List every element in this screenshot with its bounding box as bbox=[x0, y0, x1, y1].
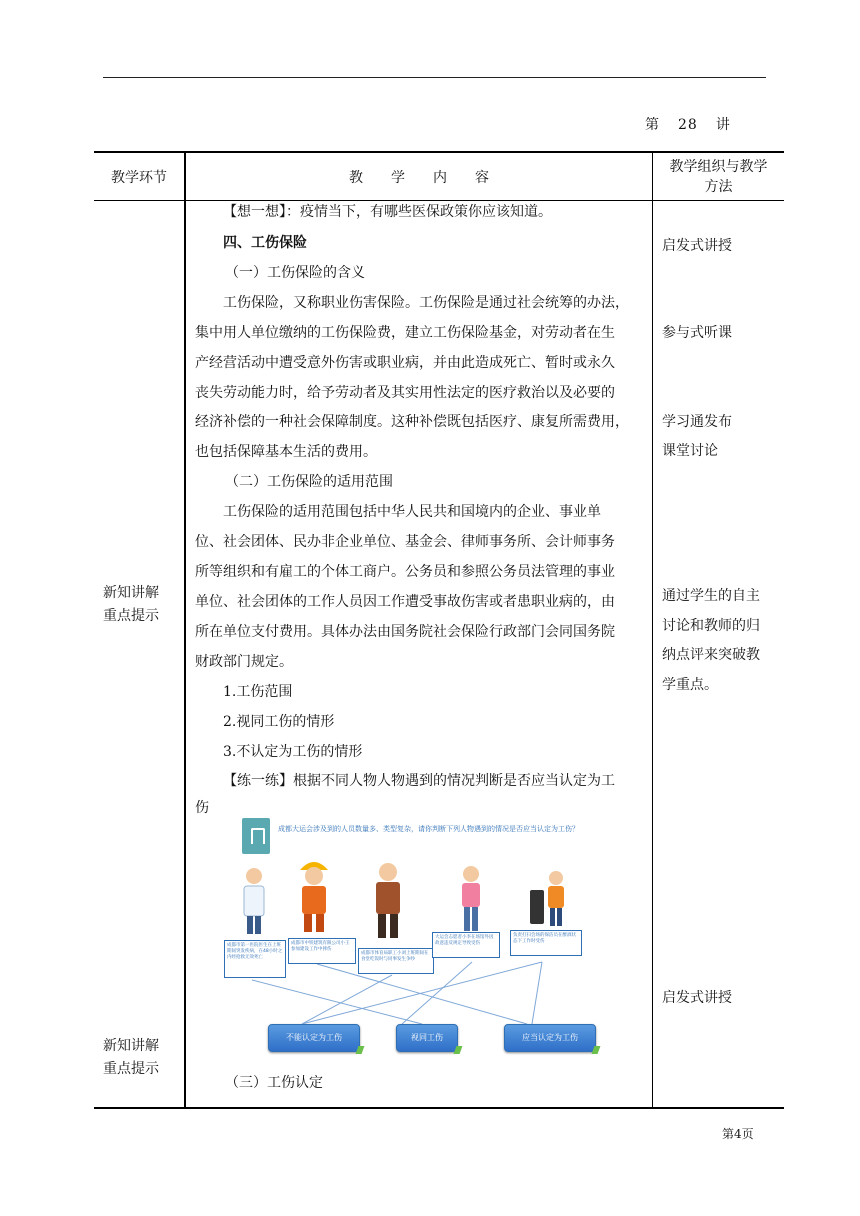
para1-line: 集中用人单位缴纳的工伤保险费，建立工伤保险基金，对劳动者在生 bbox=[195, 325, 615, 341]
answer-is-injury: 应当认定为工伤 bbox=[504, 1024, 596, 1052]
figure-question: 成都大运会涉及到的人员数量多、类型复杂，请你判断下列人物遇到的情况是否应当认定为工伤？ bbox=[278, 825, 579, 833]
answer-not-injury: 不能认定为工伤 bbox=[268, 1024, 360, 1052]
para2-line: 工伤保险的适用范围包括中华人民共和国境内的企业、事业单 bbox=[195, 504, 601, 520]
column-divider-1 bbox=[184, 151, 186, 1109]
case-box: 成都市第一医院医生在上班期间突发疾病，在48小时之内经抢救无效死亡 bbox=[224, 940, 286, 978]
header-rule bbox=[103, 77, 766, 78]
page-number: 第4页 bbox=[722, 1127, 754, 1141]
practice-prompt: 【练一练】根据不同人物人物遇到的情况判断是否应当认定为工 bbox=[223, 773, 615, 789]
lecture-number: 第 28 讲 bbox=[645, 117, 731, 133]
method-3: 学习通发布 课堂讨论 bbox=[662, 414, 732, 459]
col-header-method: 教学组织与教学 方法 bbox=[669, 159, 768, 195]
method-1: 启发式讲授 bbox=[662, 238, 732, 254]
subsection-2: （二）工伤保险的适用范围 bbox=[225, 474, 393, 490]
answer-deemed-injury: 视同工伤 bbox=[396, 1024, 458, 1052]
col-header-content: 教 学 内 容 bbox=[349, 170, 489, 186]
method-2: 参与式听课 bbox=[662, 325, 732, 341]
para2-line: 单位、社会团体的工作人员因工作遭受事故伤害或者患职业病的，由 bbox=[195, 594, 615, 610]
para1-line: 也包括保障基本生活的费用。 bbox=[195, 444, 377, 460]
think-prompt: 【想一想】：疫情当下，有哪些医保政策你应该知道。 bbox=[223, 204, 552, 220]
subsection-3: （三）工伤认定 bbox=[225, 1075, 323, 1091]
case-box: 负责打扫会场的保洁员在醉酒状态下工作时受伤 bbox=[510, 930, 582, 956]
list-item-1: 1.工伤范围 bbox=[223, 684, 293, 700]
table-bottom-border bbox=[94, 1107, 784, 1109]
para1-line: 丧失劳动能力时，给予劳动者及其实用性法定的医疗救治以及必要的 bbox=[195, 385, 615, 401]
method-5: 启发式讲授 bbox=[662, 990, 732, 1006]
para1-line: 经济补偿的一种社会保障制度。这种补偿既包括医疗、康复所需费用， bbox=[195, 414, 629, 430]
section-title: 四、工伤保险 bbox=[223, 235, 307, 251]
method-4: 通过学生的自主 讨论和教师的归 纳点评来突破教 学重点。 bbox=[662, 588, 760, 693]
para2-line: 所在单位支付费用。具体办法由国务院社会保险行政部门会同国务院 bbox=[195, 624, 615, 640]
subsection-1: （一）工伤保险的含义 bbox=[225, 265, 365, 281]
case-box: 成都市中铁建筑有限公司小王参加建设工作中摔伤 bbox=[288, 938, 356, 964]
list-item-2: 2.视同工伤的情形 bbox=[223, 714, 335, 730]
case-box: 大运会志愿者小李在场馆外因故意违反规定导致受伤 bbox=[432, 932, 500, 958]
para1-line: 产经营活动中遭受意外伤害或职业病，并由此造成死亡、暂时或永久 bbox=[195, 355, 615, 371]
stage-label-1: 新知讲解 重点提示 bbox=[103, 585, 159, 624]
para1-line: 工伤保险，又称职业伤害保险。工伤保险是通过社会统筹的办法， bbox=[195, 295, 629, 311]
para2-line: 位、社会团体、民办非企业单位、基金会、律师事务所、会计师事务 bbox=[195, 534, 615, 550]
exercise-figure bbox=[222, 812, 607, 1067]
column-divider-2 bbox=[652, 151, 653, 1109]
table-top-border bbox=[94, 151, 784, 153]
list-item-3: 3.不认定为工伤的情形 bbox=[223, 744, 363, 760]
col-header-stage: 教学环节 bbox=[111, 170, 167, 186]
case-box: 成都市体育局职工小刘上班期间在食堂吃饭时与同事发生争吵 bbox=[358, 948, 434, 974]
para2-line: 财政部门规定。 bbox=[195, 654, 293, 670]
stage-label-2: 新知讲解 重点提示 bbox=[103, 1038, 159, 1077]
para2-line: 所等组织和有雇工的个体工商户。公务员和参照公务员法管理的事业 bbox=[195, 564, 615, 580]
practice-prompt-cont: 伤 bbox=[195, 800, 209, 816]
